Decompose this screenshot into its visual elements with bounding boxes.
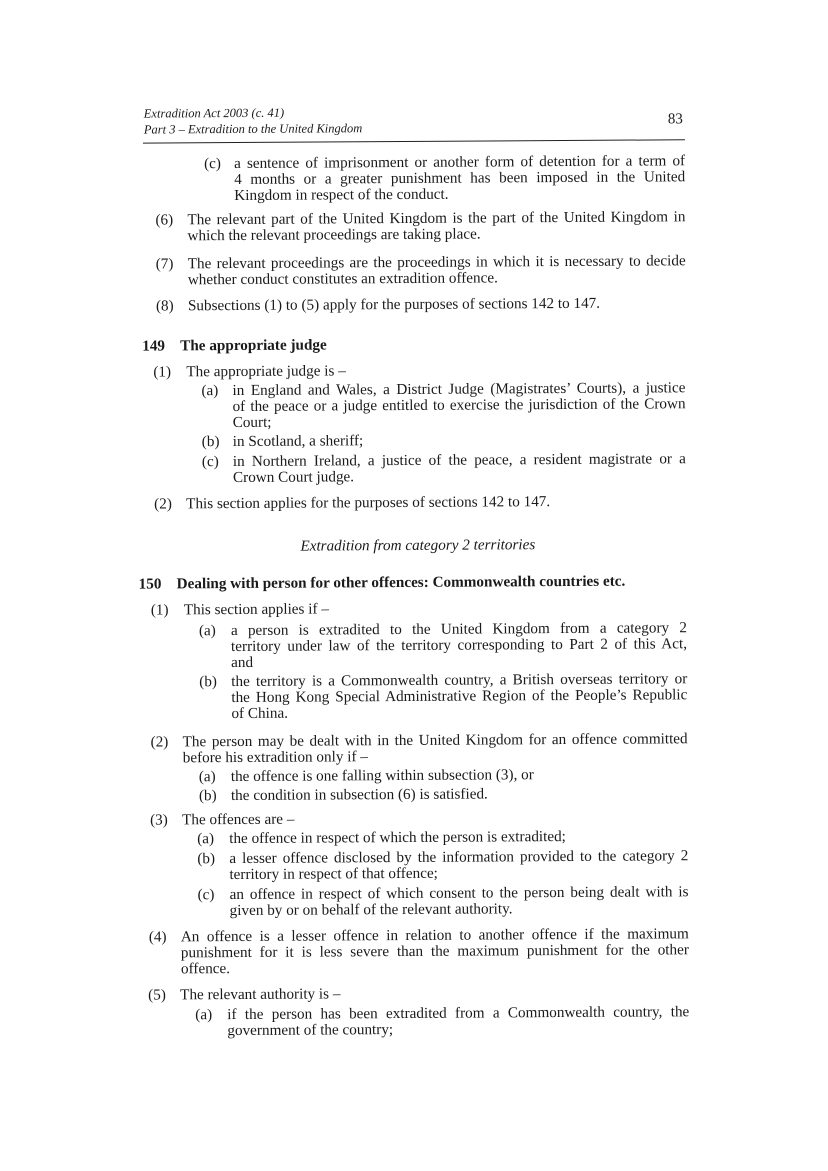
- text-line: and: [231, 653, 254, 672]
- para-label: (c): [204, 155, 221, 173]
- subsection-label: (1): [153, 363, 172, 381]
- para-label: (c): [201, 453, 219, 471]
- text-line: before his extradition only if –: [182, 748, 368, 767]
- act-title: Extradition Act 2003 (c. 41): [143, 105, 285, 121]
- text-line: an offence in respect of which consent to the person being dealt with is: [229, 883, 689, 904]
- para-label: (a): [198, 768, 216, 786]
- subsection-label: (3): [150, 811, 168, 829]
- text-line: which the relevant proceedings are taking place.: [187, 225, 481, 245]
- subsection-label: (1): [150, 601, 169, 619]
- text-line: An offence is a lesser offence in relation to another offence if the maximum: [180, 925, 689, 946]
- text-line: the offence is one falling within subsection (3), or: [230, 766, 534, 786]
- header-rule: [143, 139, 685, 143]
- para-label: (b): [197, 850, 216, 868]
- text-line: whether conduct constitutes an extradition offence.: [187, 269, 498, 289]
- para-label: (a): [195, 1006, 213, 1024]
- para-label: (a): [201, 382, 219, 400]
- text-line: Court;: [232, 413, 272, 432]
- cross-heading: Extradition from category 2 territories: [300, 536, 536, 555]
- section-heading: The appropriate judge: [180, 336, 327, 355]
- text-line: This section applies if –: [183, 600, 329, 619]
- text-line: Crown Court judge.: [232, 468, 355, 487]
- text-line: given by or on behalf of the relevant authority.: [229, 900, 513, 920]
- text-line: a person is extradited to the United Kingdom from a category 2: [230, 619, 687, 640]
- text-line: the offence in respect of which the person is extradited;: [229, 827, 566, 848]
- para-label: (b): [201, 433, 220, 451]
- para-label: (b): [199, 673, 218, 691]
- text-line: a lesser offence disclosed by the information provided to the category 2: [229, 847, 689, 868]
- text-line: The relevant part of the United Kingdom is the part of the United Kingdom in: [187, 208, 686, 229]
- text-line: in England and Wales, a District Judge (Magistrates’ Courts), a justice: [232, 379, 686, 400]
- text-line: territory in respect of that offence;: [229, 864, 438, 884]
- text-line: a sentence of imprisonment or another form of detention for a term of: [234, 152, 686, 173]
- text-line: the territory is a Commonwealth country, a British overseas territory or: [231, 670, 688, 691]
- text-line: The offences are –: [182, 810, 295, 829]
- text-line: punishment for it is less severe than the maximum punishment for the other: [180, 941, 689, 962]
- text-line: government of the country;: [227, 1021, 394, 1040]
- subsection-label: (4): [148, 928, 167, 946]
- text-line: the Hong Kong Special Administrative Region of the People’s Republic: [231, 686, 688, 707]
- text-line: offence.: [180, 960, 231, 978]
- text-line: in Northern Ireland, a justice of the peace, a resident magistrate or a: [232, 450, 686, 471]
- text-line: This section applies for the purposes of sections 142 to 147.: [186, 493, 551, 513]
- section-number: 149: [142, 337, 166, 355]
- subsection-label: (7): [155, 255, 174, 273]
- subsection-label: (8): [155, 297, 174, 315]
- page-number: 83: [667, 111, 683, 128]
- text-line: The relevant authority is –: [180, 985, 341, 1004]
- text-line: The person may be dealt with in the United Kingdom for an offence committed: [182, 730, 688, 751]
- text-line: The relevant proceedings are the proceedings in which it is necessary to decide: [187, 252, 686, 273]
- text-line: in Scotland, a sheriff;: [232, 432, 364, 451]
- text-line: of China.: [231, 704, 289, 723]
- text-line: 4 months or a greater punishment has been imposed in the United: [234, 168, 686, 189]
- para-label: (b): [198, 787, 217, 805]
- text-line: territory under law of the territory corresponding to Part 2 of this Act,: [230, 635, 688, 656]
- section-number: 150: [138, 575, 162, 593]
- subsection-label: (5): [148, 986, 166, 1004]
- part-title: Part 3 – Extradition to the United Kingdom: [143, 121, 363, 137]
- running-header: [144, 104, 363, 137]
- text-line: if the person has been extradited from a Commonwealth country, the: [227, 1003, 690, 1024]
- para-label: (c): [197, 886, 215, 904]
- subsection-label: (6): [155, 211, 174, 229]
- text-line: The appropriate judge is –: [186, 362, 346, 381]
- text-line: of the peace or a judge entitled to exercise the jurisdiction of the Crown: [232, 395, 686, 416]
- section-heading: Dealing with person for other offences: Commonwealth countries etc.: [176, 572, 626, 593]
- text-line: the condition in subsection (6) is satisfied.: [230, 785, 488, 805]
- para-label: (a): [197, 830, 215, 848]
- para-label: (a): [198, 622, 216, 640]
- subsection-label: (2): [150, 733, 169, 751]
- text-line: Kingdom in respect of the conduct.: [234, 185, 449, 205]
- text-line: Subsections (1) to (5) apply for the purposes of sections 142 to 147.: [187, 294, 601, 315]
- subsection-label: (2): [154, 495, 172, 513]
